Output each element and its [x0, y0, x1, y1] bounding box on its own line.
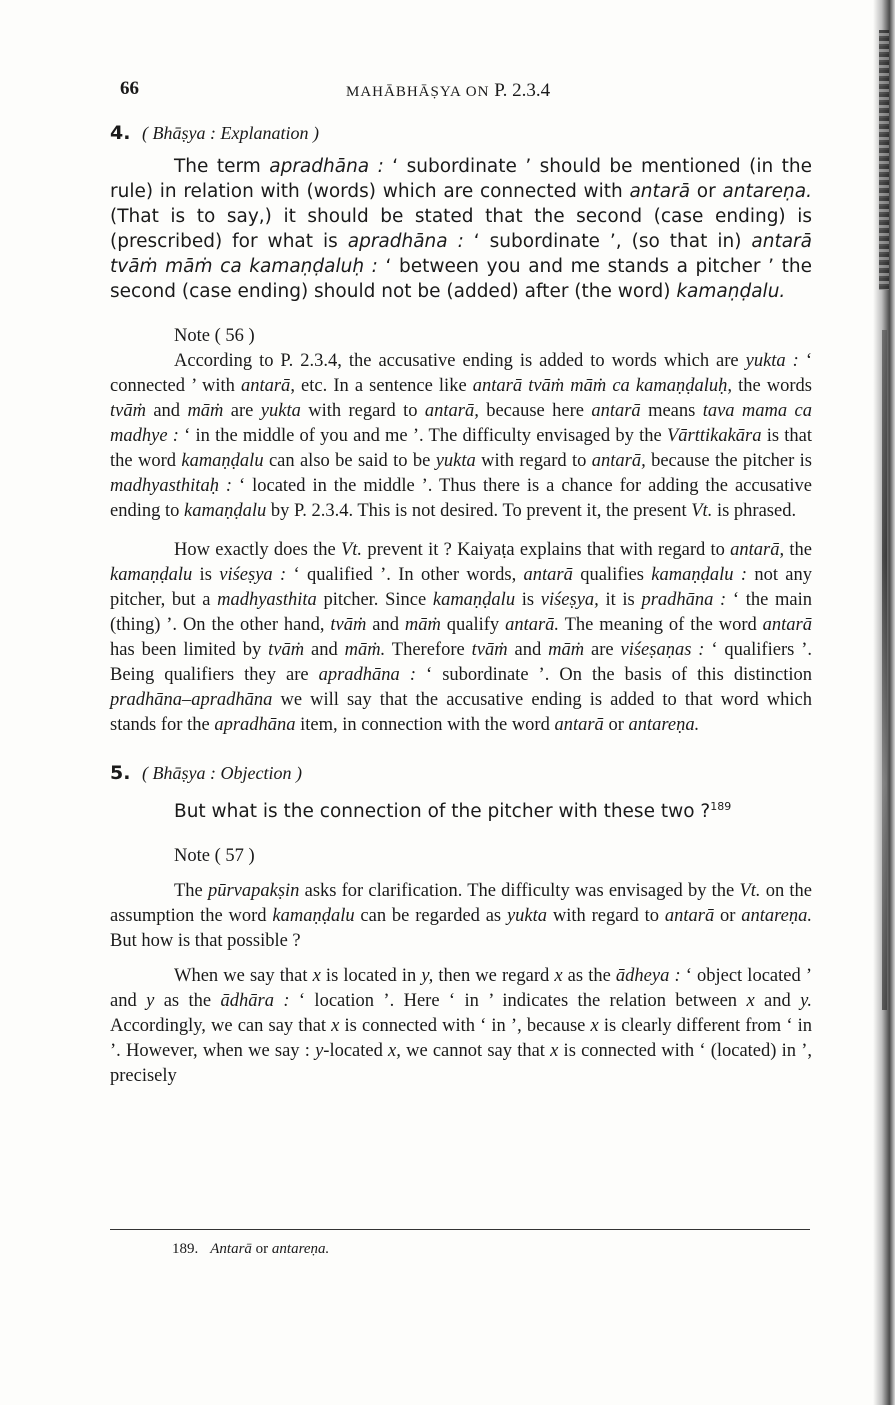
page-edge-shadow: [873, 0, 895, 1405]
section-5-heading: [110, 762, 812, 784]
note-56-paragraph-1: According to P. 2.3.4, the accusative ending is added to words which are yukta : ‘ connected ’ with antarā, etc. In a sentence like antarā tvāṁ māṁ ca kamaṇḍaluḥ, the words tvāṁ and māṁ are yukta with regard to antarā, because here antarā means tava mama ca madhye : ‘ in the middle of you and me ’. The difficulty envisaged by the Vārttikakāra is that the word kamaṇḍalu can also be said to be yukta with regard to antarā, because the pitcher is madhyasthitaḥ : ‘ located in the middle ’. Thus there is a chance for adding the accusative ending to kamaṇḍalu by P. 2.3.4. This is not desired. To prevent it, the present Vt. is phrased.: [110, 351, 813, 521]
section-4-bhasya-text: The term apradhāna : ‘ subordinate ’ should be mentioned (in the rule) in relation with (words) which are connected with antarā or antareṇa. (That is to say,) it should be stated that the second (case ending) is (prescribed) for what is apradhāna : ‘ subordinate ’, (so that in) antarā tvāṁ māṁ ca kamaṇḍaluḥ : ‘ between you and me stands a pitcher ’ the second (case ending) should not be (added) after (the word) kamaṇḍalu.: [110, 156, 812, 302]
section-5-number: 5.: [110, 762, 131, 784]
page-number: 66: [120, 78, 139, 99]
section-4-title: ( Bhāṣya : Explanation ): [142, 123, 319, 143]
note-57-label: Note ( 57 ): [174, 846, 255, 867]
header-rule-ref: P. 2.3.4: [494, 80, 551, 101]
footnote-number: 189.: [172, 1241, 199, 1257]
note-57-paragraph-1: The pūrvapakṣin asks for clarification. The difficulty was envisaged by the Vt. on the assumption the word kamaṇḍalu can be regarded as yukta with regard to antarā or antareṇa. But how is that possible ?: [110, 881, 813, 952]
running-head: [120, 78, 820, 108]
page-body: [110, 122, 812, 1089]
section-4-heading: [110, 122, 812, 144]
header-work-title: MAHĀBHĀṢYA ON: [346, 84, 490, 100]
section-4-number: 4.: [110, 122, 131, 144]
note-56-label: Note ( 56 ): [174, 326, 255, 346]
note-56-paragraph-2: How exactly does the Vt. prevent it ? Kaiyaṭa explains that with regard to antarā, the kamaṇḍalu is viśeṣya : ‘ qualified ’. In other words, antarā qualifies kamaṇḍalu : not any pitcher, but a madhyasthita pitcher. Since kamaṇḍalu is viśeṣya, it is pradhāna : ‘ the main (thing) ’. On the other hand, tvāṁ and māṁ qualify antarā. The meaning of the word antarā has been limited by tvāṁ and māṁ. Therefore tvāṁ and māṁ are viśeṣaṇas : ‘ qualifiers ’. Being qualifiers they are apradhāna : ‘ subordinate ’. On the basis of this distinction pradhāna–apradhāna we will say that the accusative ending is added to that word which stands for the apradhāna item, in connection with the word antarā or antareṇa.: [110, 540, 813, 735]
note-57-paragraph-2: When we say that x is located in y, then we regard x as the ādheya : ‘ object located ’ and y as the ādhāra : ‘ location ’. Here ‘ in ’ indicates the relation between x and y. Accordingly, we can say that x is connected with ‘ in ’, because x is clearly different from ‘ in ’. However, when we say : y-located x, we cannot say that x is connected with ‘ (located) in ’, precisely: [110, 966, 812, 1087]
footnote-ref-189[interactable]: 189: [710, 800, 732, 813]
section-5-title: ( Bhāṣya : Objection ): [142, 763, 302, 783]
header-title: [346, 80, 550, 102]
footnote-divider: [110, 1229, 810, 1230]
footnote-189: 189. Antarā or antareṇa.: [172, 1241, 330, 1257]
section-5-bhasya-text: But what is the connection of the pitcher with these two ?$^{189}$: [174, 800, 732, 823]
